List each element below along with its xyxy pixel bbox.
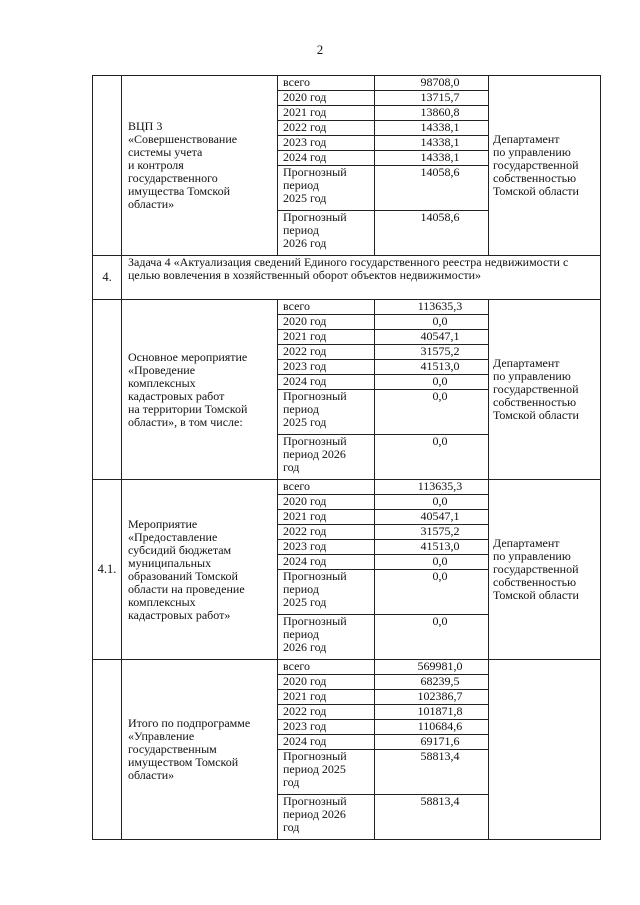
activity-name: Мероприятие «Предоставление субсидий бюджетам муниципальных образований Томской области на проведение комплексных кадастровых работ» — [122, 480, 278, 660]
task-number: 4. — [93, 256, 122, 300]
period-cell: всего — [278, 76, 375, 91]
amount-cell: 0,0 — [375, 435, 489, 480]
period-cell: 2023 год — [278, 720, 375, 735]
period-cell: 2021 год — [278, 330, 375, 345]
amount-cell: 0,0 — [375, 315, 489, 330]
amount-cell: 58813,4 — [375, 750, 489, 795]
table-row — [93, 76, 601, 91]
period-cell: 2023 год — [278, 360, 375, 375]
period-cell: всего — [278, 660, 375, 675]
period-cell: 2020 год — [278, 675, 375, 690]
amount-cell: 14058,6 — [375, 211, 489, 256]
amount-cell: 569981,0 — [375, 660, 489, 675]
period-cell: Прогнозный период 2026 год — [278, 211, 375, 256]
period-cell: 2024 год — [278, 151, 375, 166]
amount-cell: 0,0 — [375, 570, 489, 615]
task-description: Задача 4 «Актуализация сведений Единого государственного реестра недвижимости с целью вовлечения в хозяйственный оборот объектов недвижимости» — [122, 256, 601, 300]
row-number — [93, 660, 122, 840]
budget-table — [92, 75, 601, 840]
amount-cell: 31575,2 — [375, 345, 489, 360]
page-number: 2 — [316, 42, 324, 57]
amount-cell: 40547,1 — [375, 510, 489, 525]
period-cell: 2024 год — [278, 735, 375, 750]
period-cell: 2022 год — [278, 705, 375, 720]
activity-name: ВЦП 3 «Совершенствование системы учета и контроля государственного имущества Томской области» — [122, 76, 278, 256]
period-cell: 2023 год — [278, 540, 375, 555]
amount-cell: 110684,6 — [375, 720, 489, 735]
period-cell: 2022 год — [278, 345, 375, 360]
activity-name: Итого по подпрограмме «Управление государственным имуществом Томской области» — [122, 660, 278, 840]
amount-cell: 31575,2 — [375, 525, 489, 540]
period-cell: Прогнозный период 2025 год — [278, 390, 375, 435]
period-cell: Прогнозный период 2025 год — [278, 166, 375, 211]
task-row — [93, 256, 601, 300]
period-cell: 2021 год — [278, 510, 375, 525]
responsible-executor — [489, 660, 601, 840]
amount-cell: 0,0 — [375, 390, 489, 435]
budget-table-body — [93, 76, 601, 840]
responsible-executor: Департамент по управлению государственной собственностью Томской области — [489, 76, 601, 256]
amount-cell: 102386,7 — [375, 690, 489, 705]
table-row — [93, 660, 601, 675]
amount-cell: 98708,0 — [375, 76, 489, 91]
period-cell: 2022 год — [278, 121, 375, 136]
period-cell: всего — [278, 480, 375, 495]
amount-cell: 113635,3 — [375, 300, 489, 315]
amount-cell: 41513,0 — [375, 540, 489, 555]
amount-cell: 58813,4 — [375, 795, 489, 840]
period-cell: 2020 год — [278, 495, 375, 510]
period-cell: 2021 год — [278, 690, 375, 705]
period-cell: Прогнозный период 2026 год — [278, 615, 375, 660]
period-cell: Прогнозный период 2025 год — [278, 570, 375, 615]
amount-cell: 69171,6 — [375, 735, 489, 750]
amount-cell: 14338,1 — [375, 121, 489, 136]
table-row — [93, 480, 601, 495]
amount-cell: 40547,1 — [375, 330, 489, 345]
period-cell: 2024 год — [278, 555, 375, 570]
activity-name: Основное мероприятие «Проведение комплексных кадастровых работ на территории Томской области», в том числе: — [122, 300, 278, 480]
period-cell: 2023 год — [278, 136, 375, 151]
table-row — [93, 300, 601, 315]
row-number: 4.1. — [93, 480, 122, 660]
period-cell: 2024 год — [278, 375, 375, 390]
amount-cell: 0,0 — [375, 555, 489, 570]
responsible-executor: Департамент по управлению государственной собственностью Томской области — [489, 480, 601, 660]
amount-cell: 14338,1 — [375, 136, 489, 151]
amount-cell: 0,0 — [375, 495, 489, 510]
row-number — [93, 76, 122, 256]
amount-cell: 68239,5 — [375, 675, 489, 690]
amount-cell: 13715,7 — [375, 91, 489, 106]
amount-cell: 13860,8 — [375, 106, 489, 121]
amount-cell: 14058,6 — [375, 166, 489, 211]
period-cell: Прогнозный период 2026 год — [278, 435, 375, 480]
period-cell: 2021 год — [278, 106, 375, 121]
period-cell: всего — [278, 300, 375, 315]
amount-cell: 41513,0 — [375, 360, 489, 375]
amount-cell: 0,0 — [375, 615, 489, 660]
amount-cell: 0,0 — [375, 375, 489, 390]
period-cell: 2022 год — [278, 525, 375, 540]
period-cell: Прогнозный период 2026 год — [278, 795, 375, 840]
responsible-executor: Департамент по управлению государственной собственностью Томской области — [489, 300, 601, 480]
period-cell: Прогнозный период 2025 год — [278, 750, 375, 795]
row-number — [93, 300, 122, 480]
period-cell: 2020 год — [278, 91, 375, 106]
amount-cell: 113635,3 — [375, 480, 489, 495]
amount-cell: 101871,8 — [375, 705, 489, 720]
period-cell: 2020 год — [278, 315, 375, 330]
amount-cell: 14338,1 — [375, 151, 489, 166]
